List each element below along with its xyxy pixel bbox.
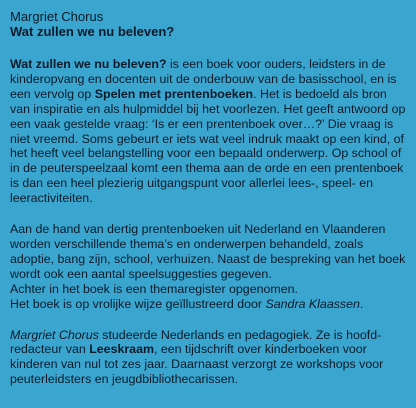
back-cover-text <box>10 9 408 387</box>
author-bio-paragraph <box>10 328 408 388</box>
description-text-b: . Het is bedoeld als bron van inspiratie en als hulpmiddel bij het voorlezen. Het geeft antwoord op een vaak gestelde vraag: ‘Is er een prentenboek over…?’ Die vraag is niet vreemd. Soms gebeurt er iets wat veel indruk maakt op een kind, of het heeft veel belangstelling voor een bepaald onderwerp. Op school of in de peuterspeelzaal komt een thema aan de orde en een prentenboek is dan een heel plezierig uitgangspunt voor allerlei lees-, speel- en leeractiviteiten. <box>10 86 406 206</box>
bio-author-name: Margriet Chorus <box>10 327 99 342</box>
inline-book-title: Wat zullen we nu beleven? <box>10 57 167 71</box>
illustration-note: Het boek is op vrolijke wijze geïllustreerd door <box>10 296 266 311</box>
bio-text-b: , een tijdschrift over kinderboeken voor kinderen van nul tot zes jaar. Daarnaast verzorgt ze workshops voor peuterleidsters en jeugdbibliothecarissen. <box>10 342 384 387</box>
index-note: Achter in het boek is een themaregister opgenomen. <box>10 281 298 296</box>
illustration-note-end: . <box>359 296 364 311</box>
bio-text-a: studeerde Nederlands en pedagogiek. Ze is hoofd-redacteur van <box>10 327 382 357</box>
book-title: Wat zullen we nu beleven? <box>10 24 175 39</box>
previous-book-title: Spelen met prentenboeken <box>94 86 254 101</box>
contents-paragraph <box>10 222 408 311</box>
magazine-name: Leeskraam <box>89 342 154 357</box>
contents-text: Aan de hand van dertig prentenboeken uit Nederland en Vlaanderen worden verschillende thema’s en onderwerpen behandeld, zoals adoptie, bang zijn, school, verhuizen. Naast de bespreking van het boek wordt ook een aantal speelsuggesties gegeven. <box>10 222 406 281</box>
description-paragraph <box>10 57 408 206</box>
illustrator-name: Sandra Klaassen <box>265 296 360 311</box>
description-text-a: is een boek voor ouders, leidsters in de kinderopvang en docenten uit de onderbouw van de basisschool, en is een vervolg op <box>10 57 397 101</box>
author-name: Margriet Chorus <box>10 9 104 24</box>
